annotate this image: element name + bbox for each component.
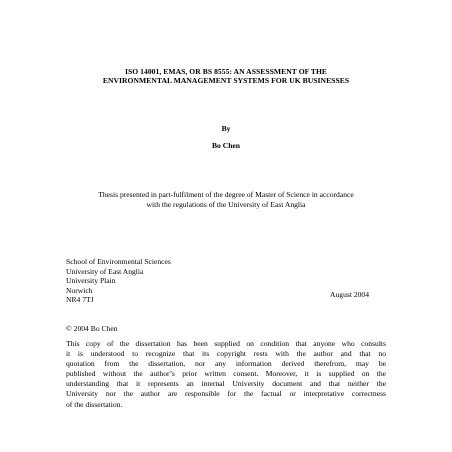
notice-line-6: University nor the author are responsible for the factual or interpretative correctness [66,389,386,399]
thesis-title [40,67,412,85]
copyright-line: © 2004 Bo Chen [66,324,118,333]
copyright-notice [66,339,386,410]
address-line-4: Norwich [66,285,93,295]
notice-line-1: This copy of the dissertation has been supplied on condition that anyone who consults [66,339,386,348]
by-label: By [221,124,231,133]
address-line-5: NR4 7TJ [66,295,94,305]
address-line-2: University of East Anglia [66,266,144,276]
thesis-title-line-2: ENVIRONMENTAL MANAGEMENT SYSTEMS FOR UK BUSINESSES [102,76,350,85]
address-line-1: School of Environmental Sciences [66,257,171,266]
degree-statement-line-1: Thesis presented in part-fulfilment of the degree of Master of Science in accordance [98,190,354,199]
degree-statement-line-2: with the regulations of the University of East Anglia [146,199,306,209]
school-address [66,257,171,305]
notice-line-3: quotation from the dissertation, nor any information derived therefrom, may be [66,359,386,369]
notice-line-7: of the dissertation. [66,399,123,409]
thesis-title-line-1: ISO 14001, EMAS, OR BS 8555: AN ASSESSMENT OF THE [124,67,328,76]
degree-statement [40,190,412,209]
notice-line-4: published without the author’s prior written consent. Moreover, it is supplied on the [66,369,386,379]
author-name: Bo Chen [211,141,241,150]
submission-date: August 2004 [330,290,370,299]
notice-line-5: understanding that it represents an internal University document and that neither the [66,379,386,389]
address-line-3: University Plain [66,276,116,286]
notice-line-2: it is understood to recognize that its copyright rests with the author and that no [66,349,386,359]
